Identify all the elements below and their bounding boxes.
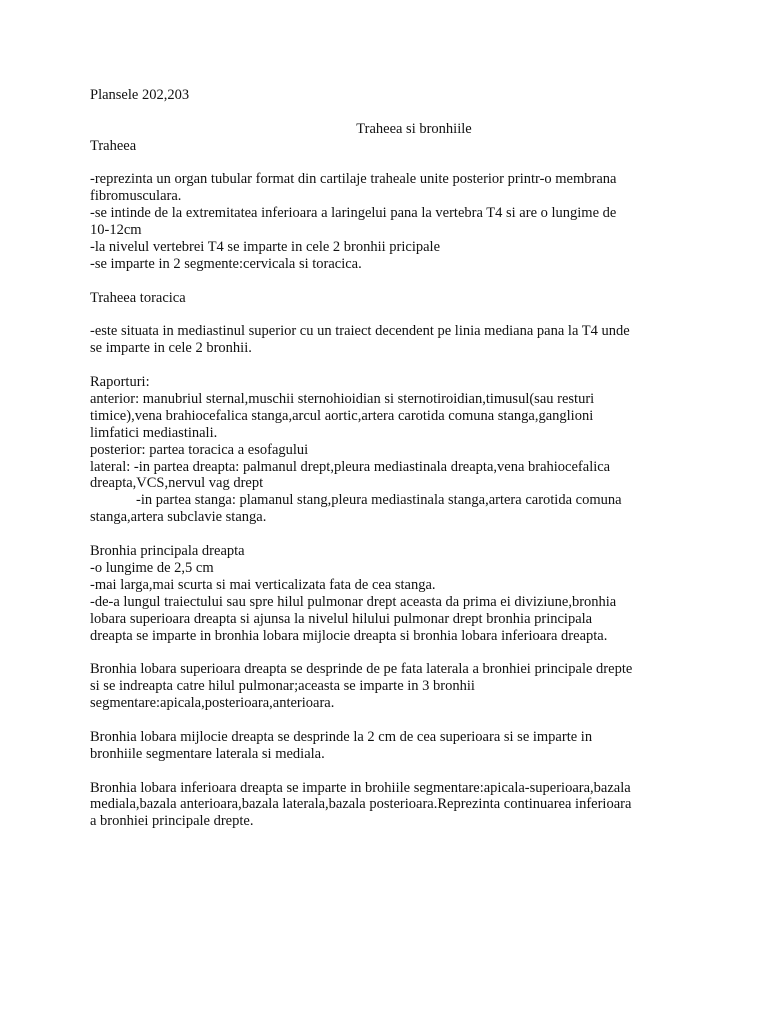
document-title: Traheea si bronhiile (356, 120, 472, 137)
superior-lobar-line: si se indreapta catre hilul pulmonar;aceasta se imparte in 3 bronhii (90, 678, 475, 695)
thoracic-line: -este situata in mediastinul superior cu un traiect decendent pe linia mediana pana la T4 unde (90, 323, 630, 340)
spacer (90, 273, 680, 290)
section-heading-thoracic: Traheea toracica (90, 289, 186, 306)
middle-lobar-line: Bronhia lobara mijlocie dreapta se desprinde la 2 cm de cea superioara si se imparte in (90, 728, 593, 745)
inferior-lobar-line: Bronhia lobara inferioara dreapta se imparte in brohiile segmentare:apicala-superioara,bazala (90, 779, 631, 796)
inferior-lobar-line: a bronhiei principale drepte. (90, 813, 254, 830)
trachea-line: -reprezinta un organ tubular format din cartilaje traheale unite posterior printr-o membrana (90, 171, 617, 188)
section-heading-right-bronchus: Bronhia principala dreapta (90, 543, 245, 560)
relations-line: -in partea stanga: plamanul stang,pleura mediastinala stanga,artera carotida comuna (136, 492, 622, 509)
spacer (90, 104, 680, 121)
inferior-lobar-line: mediala,bazala anterioara,bazala laterala,bazala posterioara.Reprezinta continuarea inferioara (90, 796, 632, 813)
spacer (90, 357, 680, 374)
section-heading-relations: Raporturi: (90, 374, 150, 391)
document-body (90, 87, 680, 830)
right-bronchus-line: -de-a lungul traiectului sau spre hilul pulmonar drept aceasta da prima ei diviziune,bronhia (90, 593, 617, 610)
spacer (90, 644, 680, 661)
right-bronchus-line: -o lungime de 2,5 cm (90, 559, 214, 576)
section-heading-trachea: Traheea (90, 137, 137, 154)
trachea-line: -se intinde de la extremitatea inferioara a laringelui pana la vertebra T4 si are o lungime de (90, 205, 617, 222)
trachea-line: fibromusculara. (90, 188, 182, 205)
trachea-line: 10-12cm (90, 222, 142, 239)
document-header: Plansele 202,203 (90, 87, 190, 103)
trachea-line: -se imparte in 2 segmente:cervicala si toracica. (90, 255, 362, 272)
spacer (90, 712, 680, 729)
superior-lobar-line: segmentare:apicala,posterioara,anterioara. (90, 695, 335, 712)
right-bronchus-line: lobara superioara dreapta si ajunsa la nivelul hilului pulmonar drept bronhia principala (90, 610, 593, 627)
relations-line: timice),vena brahiocefalica stanga,arcul aortic,artera carotida comuna stanga,ganglioni (90, 407, 594, 424)
middle-lobar-line: bronhiile segmentare laterala si mediala. (90, 745, 325, 762)
relations-line: lateral: -in partea dreapta: palmanul drept,pleura mediastinala dreapta,vena brahiocefalica (90, 458, 611, 475)
right-bronchus-line: dreapta se imparte in bronhia lobara mijlocie dreapta si bronhia lobara inferioara dreapta. (90, 627, 608, 644)
trachea-line: -la nivelul vertebrei T4 se imparte in cele 2 bronhii pricipale (90, 239, 441, 256)
relations-line: limfatici mediastinali. (90, 424, 218, 441)
relations-line: stanga,artera subclavie stanga. (90, 509, 267, 526)
spacer (90, 763, 680, 780)
spacer (90, 307, 680, 324)
spacer (90, 526, 680, 543)
spacer (90, 155, 680, 172)
thoracic-line: se imparte in cele 2 bronhii. (90, 340, 252, 357)
relations-line: dreapta,VCS,nervul vag drept (90, 475, 264, 492)
relations-line: posterior: partea toracica a esofagului (90, 441, 309, 458)
relations-line: anterior: manubriul sternal,muschii sternohioidian si sternotiroidian,timusul(sau resturi (90, 391, 595, 408)
right-bronchus-line: -mai larga,mai scurta si mai verticalizata fata de cea stanga. (90, 576, 436, 593)
superior-lobar-line: Bronhia lobara superioara dreapta se desprinde de pe fata laterala a bronhiei principale drepte (90, 661, 633, 678)
